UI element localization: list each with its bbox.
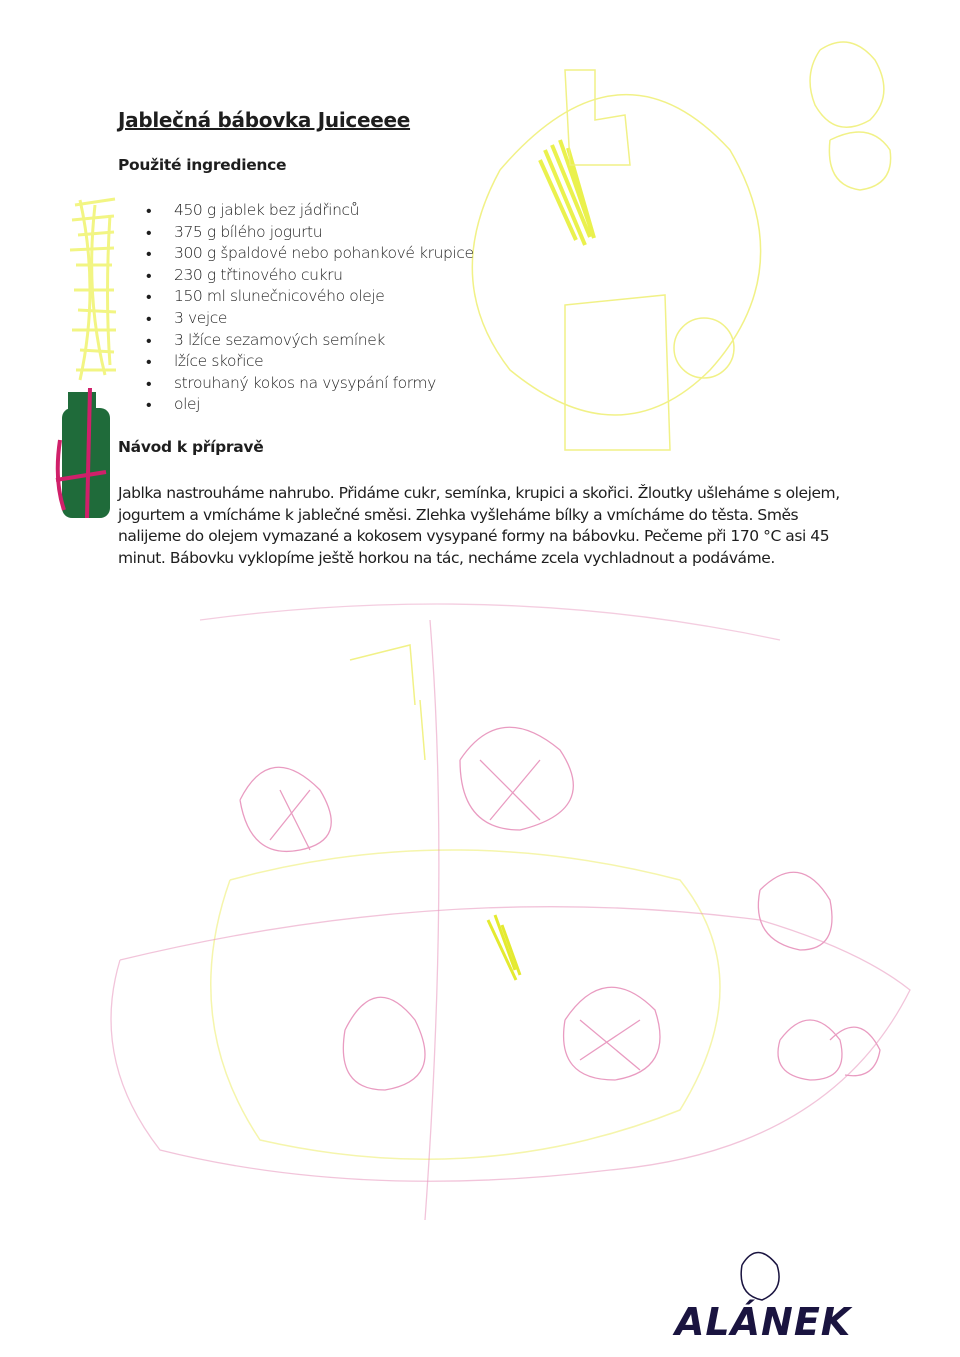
ingredients-list <box>118 200 538 416</box>
instructions-heading: Návod k přípravě <box>118 438 264 456</box>
yellow-scribble-left <box>70 199 116 380</box>
child-signature: ALÁNEK <box>675 1300 852 1344</box>
list-item: • 150 ml slunečnicového oleje <box>118 286 538 308</box>
list-item: • 3 vejce <box>118 308 538 330</box>
list-item: • olej <box>118 394 538 416</box>
list-item: • lžíce skořice <box>118 351 538 373</box>
ingredients-heading: Použité ingredience <box>118 156 287 174</box>
pink-apple-drawings <box>111 604 910 1220</box>
list-item: • strouhaný kokos na vysypání formy <box>118 373 538 395</box>
list-item: • 300 g špaldové nebo pohankové krupice <box>118 243 538 265</box>
yellow-crayon-blob <box>540 140 594 245</box>
marker-figure <box>56 388 110 518</box>
instructions-text: Jablka nastrouháme nahrubo. Přidáme cukr, semínka, krupici a skořici. Žloutky ušleháme s olejem, jogurtem a vmícháme k jablečné směsi. Zlehka vyšleháme bílky a vmícháme do těsta. Směs nalijeme do olejem vymazané a kokosem vysypané formy na bábovku. Pečeme při 170 °C asi 45 minut. Bábovku vyklopíme ještě horkou na tác, necháme zcela vychladnout a podáváme. <box>118 484 840 567</box>
list-item: • 450 g jablek bez jádřinců <box>118 200 538 222</box>
yellow-small-scribble <box>488 915 520 980</box>
list-item: • 230 g třtinového cukru <box>118 265 538 287</box>
signature-face-sketch <box>741 1253 779 1301</box>
list-item: • 375 g bílého jogurtu <box>118 222 538 244</box>
recipe-title: Jablečná bábovka Juiceeee <box>118 108 411 132</box>
list-item: • 3 lžíce sezamových semínek <box>118 330 538 352</box>
